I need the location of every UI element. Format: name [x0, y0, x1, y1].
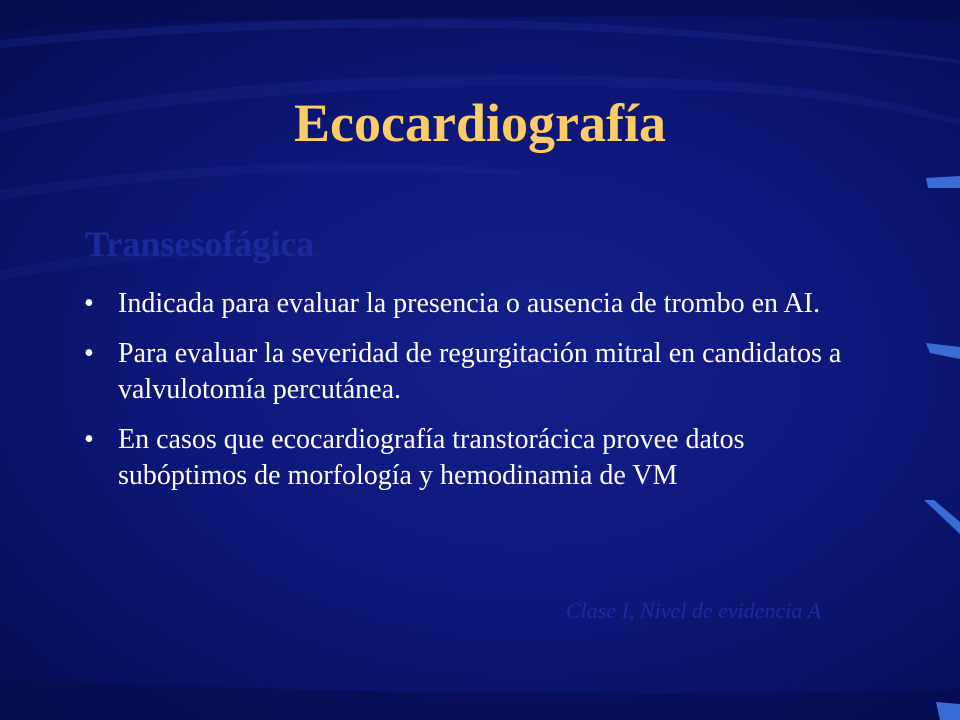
- accent-mark-2: [926, 343, 960, 359]
- evidence-footnote: Clase I, Nivel de evidencia A: [566, 598, 821, 623]
- bullet-marker: •: [84, 338, 94, 369]
- slide-title: Ecocardiografía: [294, 93, 666, 153]
- bullet-item: [80, 422, 860, 494]
- bullet-marker: •: [84, 288, 94, 319]
- bullet-marker: •: [84, 424, 94, 455]
- slide-subtitle: Transesofágica: [85, 224, 315, 264]
- bullet-item: [80, 286, 860, 322]
- bullet-text: En casos que ecocardiografía transtorácica provee datos subóptimos de morfología y hemodinamia de VM: [118, 424, 745, 491]
- bullet-text: Para evaluar la severidad de regurgitación mitral en candidatos a valvulotomía percutánea.: [118, 338, 842, 405]
- accent-mark-1: [926, 176, 960, 190]
- bullet-list: [80, 286, 860, 508]
- bullet-text: Indicada para evaluar la presencia o ausencia de trombo en AI.: [118, 288, 820, 319]
- bullet-item: [80, 336, 860, 408]
- accent-mark-4: [936, 702, 960, 720]
- accent-mark-3: [924, 500, 960, 534]
